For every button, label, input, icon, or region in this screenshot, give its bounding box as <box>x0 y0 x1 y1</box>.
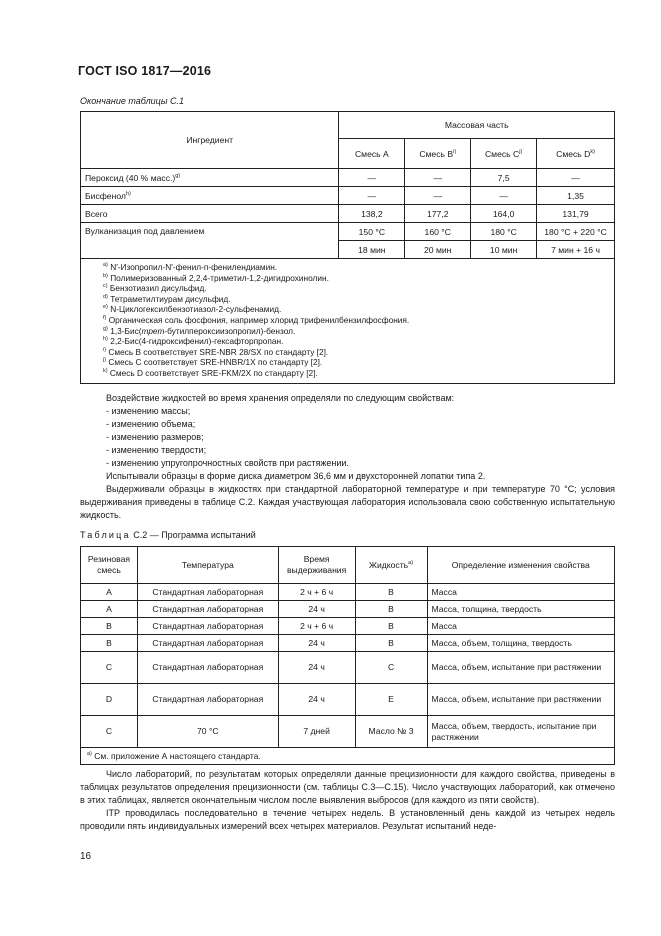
cell: 70 °С <box>137 716 278 748</box>
table-row <box>81 169 615 187</box>
cell: 7 мин + 16 ч <box>537 241 615 259</box>
header-mix-c: Смесь $С^{j)}$ <box>471 139 537 169</box>
paragraph: Воздействие жидкостей во время хранения определяли по следующим свойствам: <box>106 393 455 403</box>
cell: Масса, объем, твердость, испытание при растяжении <box>427 716 615 748</box>
list-item: - изменению массы; <box>106 406 191 416</box>
cell: Масса <box>427 584 615 601</box>
cell: С <box>81 716 138 748</box>
cell: В <box>81 618 138 635</box>
cell: 2 ч + 6 ч <box>278 618 355 635</box>
cell: 164,0 <box>471 205 537 223</box>
paragraph: Число лабораторий, по результатам которых определяли данные прецизионности для каждого свойства, приведены в таблицах результатов определения прецизионности (см. таблицы С.3—С.15). Число участвующих лабораторий, как отмечено в этих таблицах, является окончательным числом после выявления выбросов (для каждого из пяти свойств). <box>80 769 615 805</box>
header-mix-b: Смесь $В^{i)}$ <box>405 139 471 169</box>
row-label: Всего <box>81 205 339 223</box>
table-row <box>81 618 615 635</box>
cell: Стандартная лабораторная <box>137 684 278 716</box>
footnote: $^{e)}$ N-Циклогексилбензотиазол-2-сульфенамид. <box>103 304 282 315</box>
table-row <box>81 684 615 716</box>
cell: Масса, толщина, твердость <box>427 601 615 618</box>
list-item: - изменению размеров; <box>106 432 204 442</box>
cell: Масло № 3 <box>355 716 427 748</box>
cell: А <box>81 601 138 618</box>
cell: А <box>81 584 138 601</box>
cell: Масса, объем, толщина, твердость <box>427 635 615 652</box>
footnote: $^{b)}$ Полимеризованный 2,2,4-триметил-1,2-дигидрохинолин. <box>103 272 329 283</box>
cell: 24 ч <box>278 601 355 618</box>
cell: 7,5 <box>471 169 537 187</box>
cell: Стандартная лабораторная <box>137 618 278 635</box>
cell: В <box>81 635 138 652</box>
cell: Масса, объем, испытание при растяжении <box>427 684 615 716</box>
footnote: $^{c)}$ Бензотиазил дисульфид. <box>103 283 207 294</box>
cell: — <box>339 187 405 205</box>
table2-footnote: $^{a)}$ См. приложение А настоящего стандарта. <box>81 748 615 765</box>
cell: — <box>405 169 471 187</box>
table-row <box>81 223 615 241</box>
cell: С <box>81 652 138 684</box>
header-liquid: Жидкость$^{a)}$ <box>355 547 427 584</box>
header-mix-a: Смесь А <box>339 139 405 169</box>
cell: 180 °С <box>471 223 537 241</box>
cell: — <box>405 187 471 205</box>
list-item: - изменению твердости; <box>106 445 207 455</box>
footnote: $^{f)}$ Органическая соль фосфония, например хлорид трифенилбензилфосфония. <box>103 314 410 325</box>
cell: 180 °С + 220 °С <box>537 223 615 241</box>
cell: 160 °С <box>405 223 471 241</box>
cell: 138,2 <box>339 205 405 223</box>
cell: Масса <box>427 618 615 635</box>
table-row <box>81 635 615 652</box>
cell: 24 ч <box>278 652 355 684</box>
cell: 2 ч + 6 ч <box>278 584 355 601</box>
header-property: Определение изменения свойства <box>427 547 615 584</box>
footnote: $^{j)}$ Смесь С соответствует SRE-HNBR/1X по стандарту [2]. <box>103 357 323 368</box>
header-ingredient: Ингредиент <box>81 112 339 169</box>
table-c2 <box>80 546 615 765</box>
footnote: $^{g)}$ 1,3-Бис(трет-бутилпероксиизопропил)-бензол. <box>103 325 296 336</box>
paragraph: Испытывали образцы в форме диска диаметром 36,6 мм и двухсторонней лопатки типа 2. <box>106 471 486 481</box>
table-c1 <box>80 111 615 384</box>
cell: D <box>81 684 138 716</box>
header-temperature: Температура <box>137 547 278 584</box>
list-item: - изменению объема; <box>106 419 196 429</box>
cell: — <box>471 187 537 205</box>
header-mass-part: Массовая часть <box>339 112 615 139</box>
row-label: Бисфенол$^{h)}$ <box>81 187 339 205</box>
row-label: Вулканизация под давлением <box>81 223 339 259</box>
cell: 10 мин <box>471 241 537 259</box>
table-row <box>81 187 615 205</box>
cell: Стандартная лабораторная <box>137 601 278 618</box>
table-row <box>81 584 615 601</box>
cell: С <box>355 652 427 684</box>
cell: — <box>339 169 405 187</box>
list-item: - изменению упругопрочностных свойств при растяжении. <box>106 458 349 468</box>
cell: 1,35 <box>537 187 615 205</box>
cell: В <box>355 635 427 652</box>
cell: 131,79 <box>537 205 615 223</box>
header-mix: Резиновая смесь <box>81 547 138 584</box>
document-header: ГОСТ ISO 1817—2016 <box>78 64 212 78</box>
row-label: Пероксид (40 % масс.)$^{g)}$ <box>81 169 339 187</box>
cell: 150 °С <box>339 223 405 241</box>
cell: Стандартная лабораторная <box>137 584 278 601</box>
footnote: $^{d)}$ Тетраметилтиурам дисульфид. <box>103 293 231 304</box>
header-mix-d: Смесь $D^{k)}$ <box>537 139 615 169</box>
cell: 177,2 <box>405 205 471 223</box>
header-time: Время выдерживания <box>278 547 355 584</box>
paragraph: ITP проводилась последовательно в течение четырех недель. В установленный день каждой из четырех недель проводили пять индивидуальных измерений всех четырех материалов. Результат испытаний неде- <box>80 808 615 831</box>
table-row <box>81 652 615 684</box>
cell: Масса, объем, испытание при растяжении <box>427 652 615 684</box>
cell: Стандартная лабораторная <box>137 652 278 684</box>
cell: 20 мин <box>405 241 471 259</box>
footnote: $^{h)}$ 2,2-Бис(4-гидроксифенил)-гексафторпропан. <box>103 336 284 347</box>
table-row <box>81 601 615 618</box>
table1-caption: Окончание таблицы С.1 <box>80 96 184 106</box>
footnote: $^{a)}$ N′-Изопропил-N′-фенил-п-фенилендиамин. <box>103 262 278 272</box>
table2-caption: Таблица С.2 — Программа испытаний <box>80 530 256 540</box>
cell: — <box>537 169 615 187</box>
cell: В <box>355 601 427 618</box>
cell: 7 дней <box>278 716 355 748</box>
cell: 18 мин <box>339 241 405 259</box>
table1-footnotes <box>81 259 615 384</box>
cell: Е <box>355 684 427 716</box>
table-row <box>81 716 615 748</box>
paragraph: Выдерживали образцы в жидкостях при стандартной лабораторной температуре и при температуре 70 °С; условия выдерживания приведены в таблице С.2. Каждая участвующая лаборатория использовала свою собственную испытательную жидкость. <box>80 484 615 520</box>
footnote: $^{i)}$ Смесь В соответствует SRE-NBR 28/SX по стандарту [2]. <box>103 346 329 357</box>
cell: В <box>355 584 427 601</box>
page-number: 16 <box>80 851 92 862</box>
laboratories-paragraph <box>80 768 615 833</box>
properties-paragraph <box>80 392 615 522</box>
cell: 24 ч <box>278 684 355 716</box>
footnote: $^{k)}$ Смесь D соответствует SRE-FKM/2X по стандарту [2]. <box>103 367 318 378</box>
cell: 24 ч <box>278 635 355 652</box>
table-row <box>81 205 615 223</box>
cell: В <box>355 618 427 635</box>
cell: Стандартная лабораторная <box>137 635 278 652</box>
